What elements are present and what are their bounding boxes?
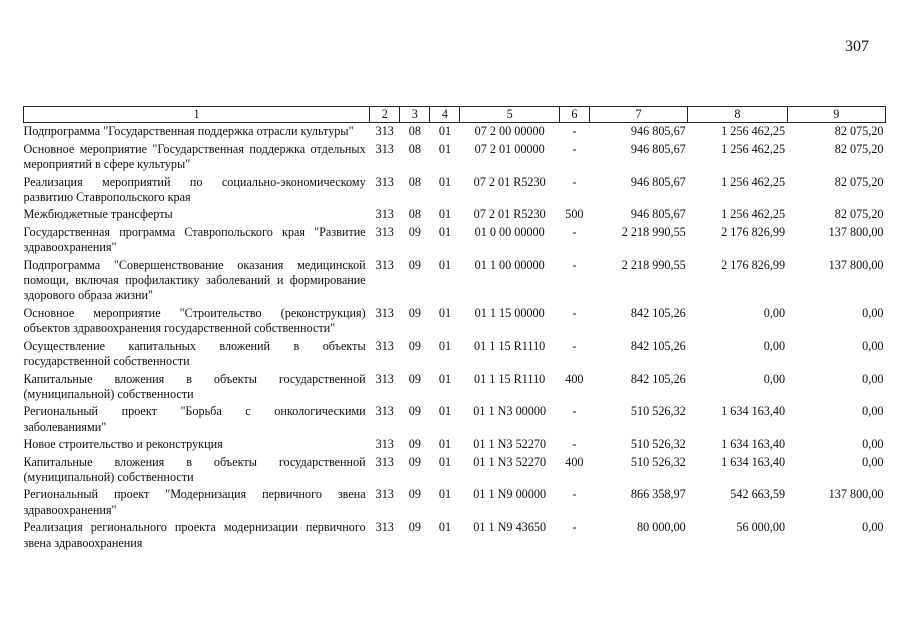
row-amount-2: 1 634 163,40 [721,437,786,452]
row-code: 313 [375,371,394,386]
row-amount-1: 842 105,26 [630,371,686,386]
table-row [24,403,886,436]
row-section: 09 [408,224,421,239]
row-name: Государственная программа Ставропольского края "Развитие здравоохранения" [23,224,366,255]
row-name: Капитальные вложения в объекты государственной (муниципальной) собственности [23,454,366,484]
row-code: 313 [375,224,394,239]
row-code: 313 [375,520,394,535]
row-amount-2: 2 176 826,99 [721,224,786,239]
row-amount-1: 842 105,26 [630,305,686,320]
row-name: Реализация регионального проекта модернизации первичного звена здравоохранения [23,520,366,550]
row-amount-3: 82 075,20 [834,207,884,222]
col-header-3: 3 [400,107,430,123]
col-header-8: 8 [688,107,787,123]
row-name: Капитальные вложения в объекты государственной (муниципальной) собственности [23,371,366,401]
row-target-article: 01 1 N3 52270 [473,437,547,452]
row-amount-3: 0,00 [862,454,884,469]
row-target-article: 07 2 01 00000 [474,141,545,156]
row-subsection: 01 [438,338,452,353]
row-code: 313 [375,141,394,156]
table-row [24,454,886,487]
row-section: 09 [408,305,421,320]
row-amount-3: 0,00 [862,404,884,419]
row-amount-2: 1 634 163,40 [721,404,786,419]
budget-table [23,106,886,552]
row-name: Новое строительство и реконструкция [23,437,223,452]
row-amount-3: 0,00 [862,371,884,386]
row-expense-type: - [572,124,577,139]
row-amount-1: 510 526,32 [630,437,686,452]
row-name: Основное мероприятие "Строительство (реконструкция) объектов здравоохранения государственной собственности" [23,305,366,336]
row-code: 313 [375,404,394,419]
row-code: 313 [375,174,394,189]
row-name: Подпрограмма "Совершенствование оказания медицинской помощи, включая профилактику заболеваний и формирование здорового образа жизни" [23,257,366,303]
row-section: 08 [408,207,421,222]
row-amount-2: 1 256 462,25 [721,141,786,156]
row-expense-type: - [572,257,577,272]
table-row [24,371,886,404]
row-expense-type: 400 [565,454,584,469]
row-code: 313 [375,454,394,469]
row-name: Региональный проект "Борьба с онкологическими заболеваниями" [23,404,366,434]
row-target-article: 01 1 15 R1110 [474,338,546,353]
row-expense-type: - [572,224,577,239]
row-amount-3: 137 800,00 [828,224,884,239]
row-expense-type: 400 [565,371,584,386]
row-amount-1: 510 526,32 [630,404,686,419]
row-target-article: 07 2 01 R5230 [473,174,546,189]
row-amount-2: 1 256 462,25 [721,174,786,189]
row-target-article: 01 1 15 R1110 [474,371,546,386]
row-amount-1: 946 805,67 [630,174,686,189]
row-expense-type: - [572,520,577,535]
table-row [24,224,886,257]
row-target-article: 01 1 N9 43650 [473,520,547,535]
header-row [24,107,886,123]
row-expense-type: - [572,174,577,189]
row-target-article: 07 2 01 R5230 [473,207,546,222]
col-header-5: 5 [460,107,559,123]
row-subsection: 01 [438,124,452,139]
row-code: 313 [375,437,394,452]
row-amount-1: 2 218 990,55 [621,257,686,272]
row-target-article: 01 1 15 00000 [474,305,545,320]
table-row [24,436,886,453]
row-section: 09 [408,520,421,535]
row-name: Региональный проект "Модернизация первичного звена здравоохранения" [23,487,366,517]
col-header-1: 1 [24,107,370,123]
row-name: Осуществление капитальных вложений в объекты государственной собственности [23,338,366,369]
row-subsection: 01 [438,520,452,535]
row-code: 313 [375,207,394,222]
row-expense-type: - [572,437,577,452]
row-section: 09 [408,437,421,452]
row-amount-2: 56 000,00 [736,520,786,535]
row-name: Основное мероприятие "Государственная поддержка отдельных мероприятий в сфере культуры" [23,141,366,172]
row-amount-2: 2 176 826,99 [721,257,786,272]
col-header-2: 2 [370,107,400,123]
row-amount-1: 946 805,67 [630,207,686,222]
row-section: 08 [408,141,421,156]
table-row [24,305,886,338]
row-target-article: 01 1 N3 00000 [473,404,547,419]
row-code: 313 [375,487,394,502]
row-expense-type: - [572,338,577,353]
row-subsection: 01 [438,487,452,502]
col-header-7: 7 [589,107,687,123]
row-amount-1: 946 805,67 [630,124,686,139]
row-amount-3: 0,00 [862,305,884,320]
row-amount-2: 1 256 462,25 [721,207,786,222]
row-amount-1: 2 218 990,55 [621,224,686,239]
col-header-6: 6 [559,107,589,123]
row-amount-3: 82 075,20 [834,124,884,139]
table-row [24,141,886,174]
table-row [24,519,886,552]
row-amount-3: 82 075,20 [834,141,884,156]
row-section: 09 [408,487,421,502]
row-section: 08 [408,174,421,189]
row-section: 08 [408,124,421,139]
row-expense-type: - [572,141,577,156]
row-amount-2: 0,00 [763,338,786,353]
row-subsection: 01 [438,257,452,272]
row-target-article: 07 2 00 00000 [474,124,545,139]
row-code: 313 [375,305,394,320]
row-expense-type: - [572,305,577,320]
row-amount-1: 510 526,32 [630,454,686,469]
row-amount-2: 0,00 [763,305,786,320]
table-row [24,486,886,519]
table-row [24,123,886,141]
row-code: 313 [375,257,394,272]
table-row [24,206,886,223]
row-amount-2: 1 634 163,40 [721,454,786,469]
row-amount-3: 137 800,00 [828,487,884,502]
row-code: 313 [375,338,394,353]
table-row [24,174,886,207]
row-target-article: 01 0 00 00000 [474,224,545,239]
row-section: 09 [408,371,421,386]
page-number: 307 [845,38,869,55]
row-subsection: 01 [438,141,452,156]
row-amount-1: 842 105,26 [630,338,686,353]
row-amount-3: 0,00 [862,338,884,353]
row-amount-2: 0,00 [763,371,786,386]
row-target-article: 01 1 N9 00000 [473,487,547,502]
row-expense-type: - [572,404,577,419]
row-expense-type: 500 [565,207,584,222]
row-subsection: 01 [438,371,452,386]
row-section: 09 [408,257,421,272]
row-subsection: 01 [438,437,452,452]
row-amount-3: 0,00 [862,520,884,535]
table-row [24,338,886,371]
row-section: 09 [408,338,421,353]
row-target-article: 01 1 00 00000 [474,257,545,272]
row-subsection: 01 [438,404,452,419]
row-subsection: 01 [438,224,452,239]
row-expense-type: - [572,487,577,502]
row-subsection: 01 [438,454,452,469]
row-amount-2: 1 256 462,25 [721,124,786,139]
col-header-4: 4 [430,107,460,123]
row-amount-1: 80 000,00 [637,520,686,535]
row-name: Межбюджетные трансферты [23,207,173,222]
row-amount-3: 137 800,00 [828,257,884,272]
row-code: 313 [375,124,394,139]
row-target-article: 01 1 N3 52270 [473,454,547,469]
row-amount-1: 946 805,67 [630,141,686,156]
row-name: Подпрограмма "Государственная поддержка отрасли культуры" [23,124,354,139]
row-name: Реализация мероприятий по социально-экономическому развитию Ставропольского края [23,174,366,205]
row-amount-1: 866 358,97 [630,487,686,502]
row-amount-3: 0,00 [862,437,884,452]
row-subsection: 01 [438,207,452,222]
col-header-9: 9 [787,107,885,123]
table-row [24,257,886,305]
row-subsection: 01 [438,174,452,189]
row-subsection: 01 [438,305,452,320]
row-amount-2: 542 663,59 [730,487,786,502]
row-section: 09 [408,404,421,419]
row-amount-3: 82 075,20 [834,174,884,189]
row-section: 09 [408,454,421,469]
